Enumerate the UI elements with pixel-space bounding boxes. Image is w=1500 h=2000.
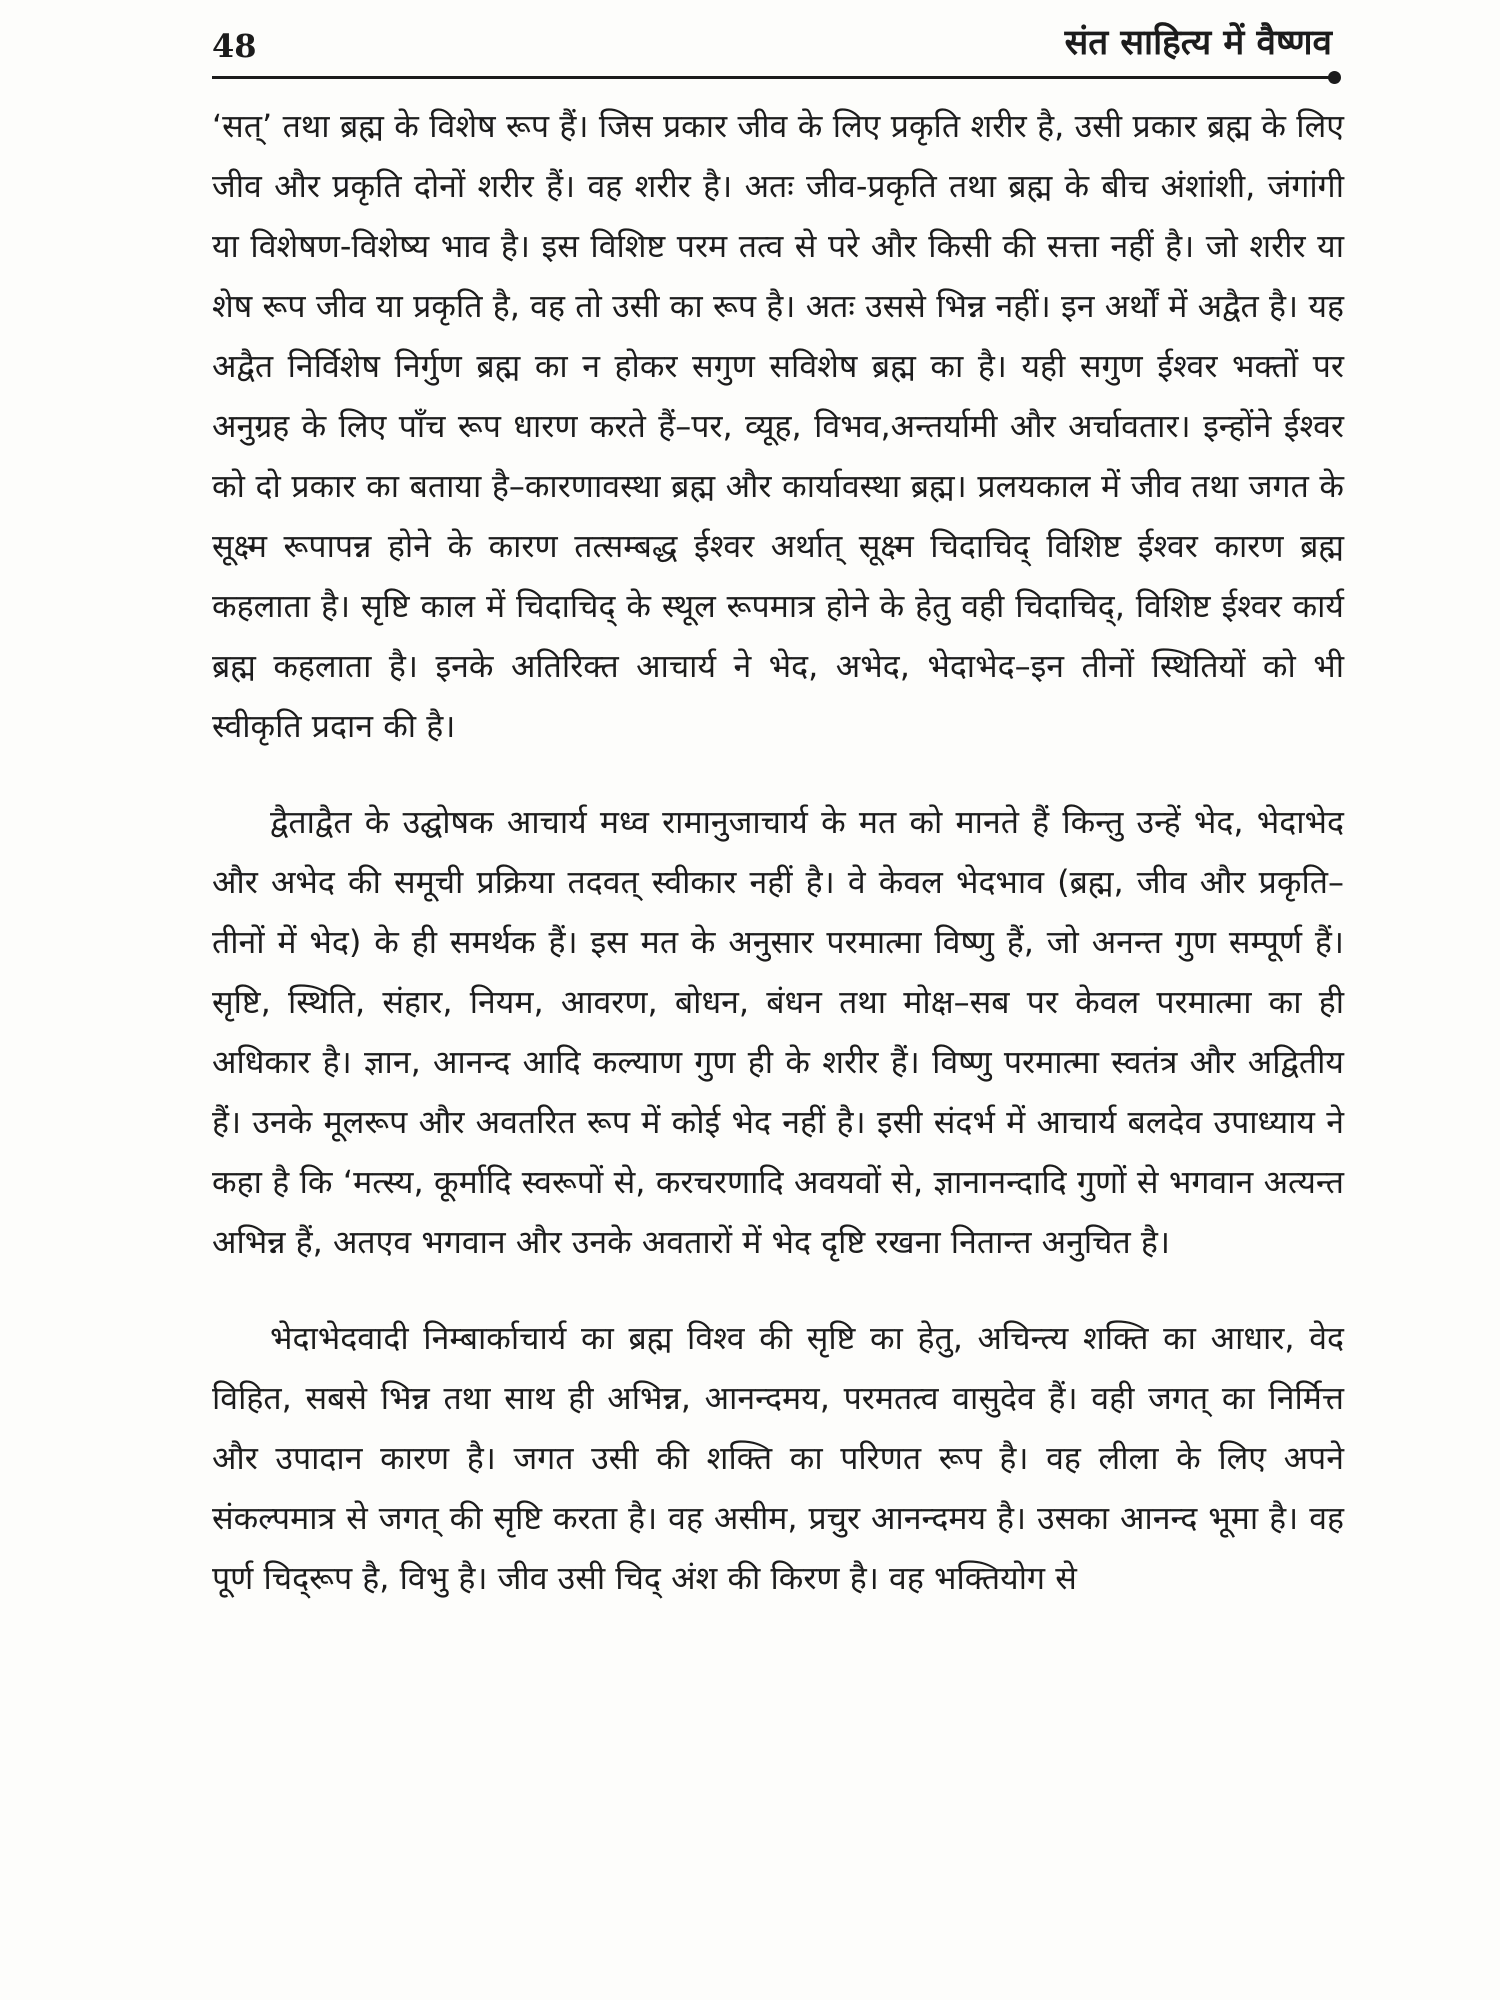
running-head-title: संत साहित्य में वैष्णव: [1064, 23, 1332, 63]
body-text: [212, 96, 1344, 1608]
page-number: 48: [212, 27, 257, 65]
header-rule: [212, 76, 1334, 79]
paragraph-continued: ‘सत्’ तथा ब्रह्म के विशेष रूप हैं। जिस प्रकार जीव के लिए प्रकृति शरीर है, उसी प्रकार ब्रह्म के लिए जीव और प्रकृति दोनों शरीर हैं। वह शरीर है। अतः जीव-प्रकृति तथा ब्रह्म के बीच अंशांशी, जंगांगी या विशेषण-विशेष्य भाव है। इस विशिष्ट परम तत्व से परे और किसी की सत्ता नहीं है। जो शरीर या शेष रूप जीव या प्रकृति है, वह तो उसी का रूप है। अतः उससे भिन्न नहीं। इन अर्थों में अद्वैत है। यह अद्वैत निर्विशेष निर्गुण ब्रह्म का न होकर सगुण सविशेष ब्रह्म का है। यही सगुण ईश्वर भक्तों पर अनुग्रह के लिए पाँच रूप धारण करते हैं–पर, व्यूह, विभव,अन्तर्यामी और अर्चावतार। इन्होंने ईश्वर को दो प्रकार का बताया है–कारणावस्था ब्रह्म और कार्यावस्था ब्रह्म। प्रलयकाल में जीव तथा जगत के सूक्ष्म रूपापन्न होने के कारण तत्सम्बद्ध ईश्वर अर्थात् सूक्ष्म चिदाचिद् विशिष्ट ईश्वर कारण ब्रह्म कहलाता है। सृष्टि काल में चिदाचिद् के स्थूल रूपमात्र होने के हेतु वही चिदाचिद्, विशिष्ट ईश्वर कार्य ब्रह्म कहलाता है। इनके अतिरिक्त आचार्य ने भेद, अभेद, भेदाभेद–इन तीनों स्थितियों को भी स्वीकृति प्रदान की है।: [212, 107, 1344, 745]
header-rule-dot: [1328, 71, 1341, 84]
paragraph-nimbarka: भेदाभेदवादी निम्बार्काचार्य का ब्रह्म विश्व की सृष्टि का हेतु, अचिन्त्य शक्ति का आधार, वेद विहित, सबसे भिन्न तथा साथ ही अभिन्न, आनन्दमय, परमतत्व वासुदेव हैं। वही जगत् का निर्मित्त और उपादान कारण है। जगत उसी की शक्ति का परिणत रूप है। वह लीला के लिए अपने संकल्पमात्र से जगत् की सृष्टि करता है। वह असीम, प्रचुर आनन्दमय है। उसका आनन्द भूमा है। वह पूर्ण चिद्‌रूप है, विभु है। जीव उसी चिद् अंश की किरण है। वह भक्तियोग से: [212, 1319, 1344, 1597]
paragraph-madhva: द्वैताद्वैत के उद्घोषक आचार्य मध्व रामानुजाचार्य के मत को मानते हैं किन्तु उन्हें भेद, भेदाभेद और अभेद की समूची प्रक्रिया तदवत् स्वीकार नहीं है। वे केवल भेदभाव (ब्रह्म, जीव और प्रकृति–तीनों में भेद) के ही समर्थक हैं। इस मत के अनुसार परमात्मा विष्णु हैं, जो अनन्त गुण सम्पूर्ण हैं। सृष्टि, स्थिति, संहार, नियम, आवरण, बोधन, बंधन तथा मोक्ष–सब पर केवल परमात्मा का ही अधिकार है। ज्ञान, आनन्द आदि कल्याण गुण ही के शरीर हैं। विष्णु परमात्मा स्वतंत्र और अद्वितीय हैं। उनके मूलरूप और अवतरित रूप में कोई भेद नहीं है। इसी संदर्भ में आचार्य बलदेव उपाध्याय ने कहा है कि ‘मत्स्य, कूर्मादि स्वरूपों से, करचरणादि अवयवों से, ज्ञानानन्दादि गुणों से भगवान अत्यन्त अभिन्न हैं, अतएव भगवान और उनके अवतारों में भेद दृष्टि रखना नितान्त अनुचित है।: [212, 803, 1344, 1261]
page-header: [212, 18, 1342, 76]
